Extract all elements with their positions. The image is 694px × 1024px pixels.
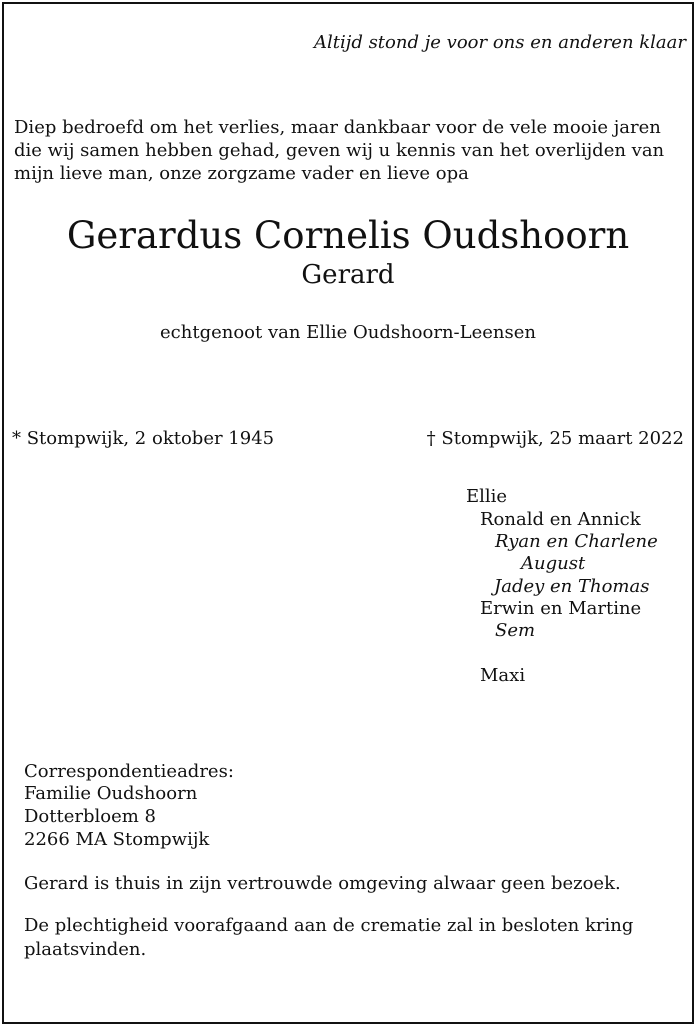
death-line: † Stompwijk, 25 maart 2022	[426, 428, 684, 449]
correspondence-heading: Correspondentieadres:	[24, 761, 234, 782]
family-member: Sem	[495, 620, 536, 641]
death-notice	[2, 2, 694, 1024]
birth-line: * Stompwijk, 2 oktober 1945	[12, 428, 275, 449]
ceremony-note: De plechtigheid voorafgaand aan de crematie zal in besloten kring plaatsvinden.	[24, 915, 634, 960]
deceased-call-name: Gerard	[301, 260, 395, 290]
spouse-line: echtgenoot van Ellie Oudshoorn-Leensen	[160, 322, 536, 343]
family-member: Ronald en Annick	[480, 509, 641, 530]
family-member: August	[521, 553, 586, 574]
intro-text: Diep bedroefd om het verlies, maar dankbaar voor de vele mooie jaren die wij samen hebben gehad, geven wij u kennis van het overlijden van mijn lieve man, onze zorgzame vader en lieve opa	[14, 117, 665, 184]
family-member: Erwin en Martine	[480, 598, 642, 619]
motto: Altijd stond je voor ons en anderen klaar	[314, 32, 686, 53]
family-member: Jadey en Thomas	[494, 576, 650, 597]
address-line: Dotterbloem 8	[24, 806, 157, 827]
deceased-full-name: Gerardus Cornelis Oudshoorn	[66, 214, 630, 257]
family-member: Ellie	[466, 486, 508, 507]
family-member: Ryan en Charlene	[495, 531, 658, 552]
visit-note: Gerard is thuis in zijn vertrouwde omgeving alwaar geen bezoek.	[24, 873, 621, 894]
family-member: Maxi	[480, 665, 526, 686]
address-line: 2266 MA Stompwijk	[24, 829, 210, 850]
address-line: Familie Oudshoorn	[24, 783, 198, 804]
